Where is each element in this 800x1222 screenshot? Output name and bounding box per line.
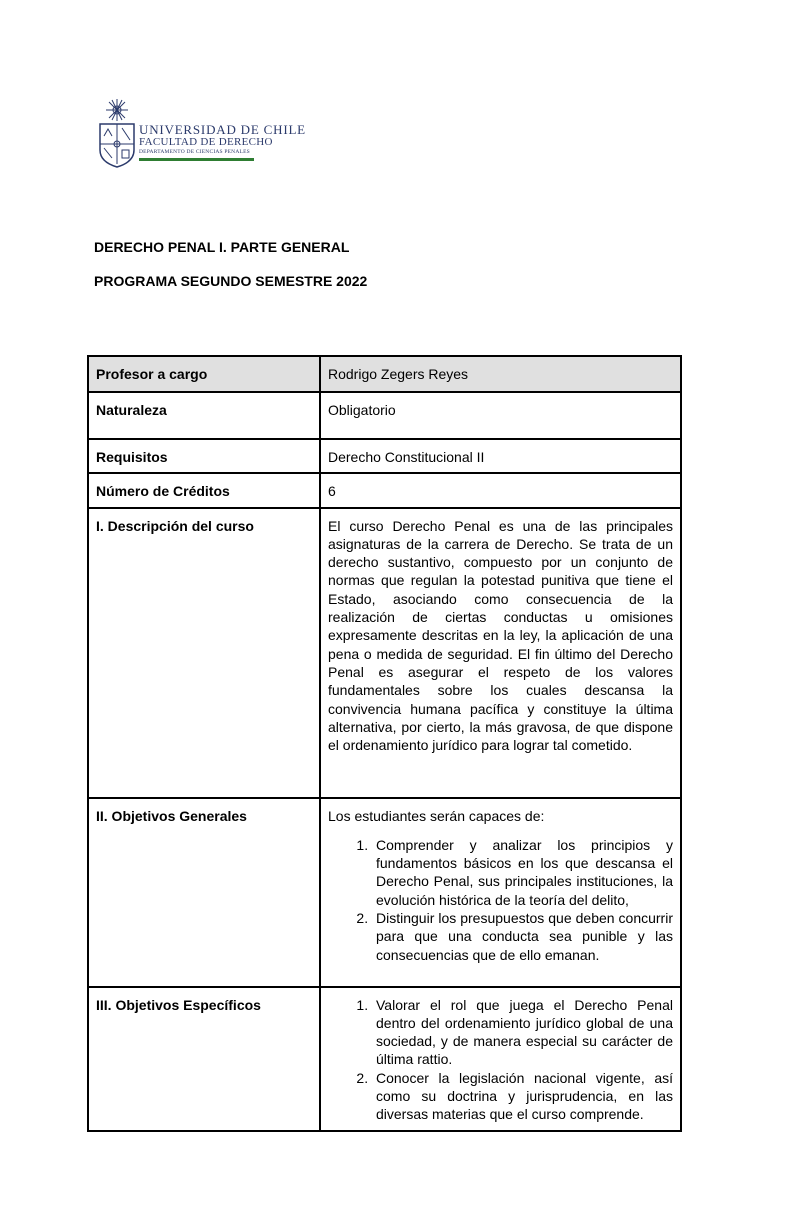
table-row [88, 473, 681, 507]
university-logo [97, 98, 306, 170]
table-row [88, 392, 681, 439]
university-name: UNIVERSIDAD DE CHILE [139, 122, 306, 137]
row-label: III. Objetivos Específicos [88, 987, 320, 1131]
general-objectives [320, 798, 681, 987]
specific-objectives-list [328, 996, 673, 1124]
row-label: Número de Créditos [88, 473, 320, 507]
document-title: DERECHO PENAL I. PARTE GENERAL [94, 239, 350, 255]
general-objectives-list [328, 836, 673, 964]
row-label: Requisitos [88, 439, 320, 473]
table-row [88, 439, 681, 473]
university-emblem-icon [97, 98, 137, 168]
course-description: El curso Derecho Penal es una de las principales asignaturas de la carrera de Derecho. Se trata de un derecho sustantivo, compuesto por un conjunto de normas que regulan la potestad punitiva que tiene el Estado, asociando como consecuencia de la realización de ciertas conductas u omisiones expresamente descritas en la ley, la aplicación de una pena o medida de seguridad. El fin último del Derecho Penal es asegurar el respeto de los valores fundamentales sobre los cuales descansa la convivencia humana pacífica y constituye la última alternativa, por cierto, la más gravosa, de que dispone el ordenamiento jurídico para lograr tal cometido. [320, 508, 681, 798]
list-item: 1. Comprender y analizar los principios y fundamentos básicos en los que descansa el Derecho Penal, sus principales instituciones, la evolución histórica de la teoría del delito, [372, 836, 673, 909]
table-row [88, 356, 681, 392]
table-row [88, 987, 681, 1131]
course-program-table [87, 355, 682, 1132]
requirements-value: Derecho Constitucional II [320, 439, 681, 473]
table-row [88, 798, 681, 987]
document-subtitle: PROGRAMA SEGUNDO SEMESTRE 2022 [94, 273, 368, 289]
general-objectives-intro: Los estudiantes serán capaces de: [328, 807, 545, 824]
row-label: I. Descripción del curso [88, 508, 320, 798]
professor-value: Rodrigo Zegers Reyes [320, 356, 681, 392]
table-row [88, 508, 681, 798]
row-label: Profesor a cargo [88, 356, 320, 392]
department-name: DEPARTAMENTO DE CIENCIAS PENALES [139, 149, 250, 155]
faculty-name: FACULTAD DE DERECHO [139, 136, 273, 148]
row-label: Naturaleza [88, 392, 320, 439]
row-label: II. Objetivos Generales [88, 798, 320, 987]
logo-accent-bar [139, 158, 254, 161]
list-item: 1. Valorar el rol que juega el Derecho Penal dentro del ordenamiento jurídico global de una sociedad, y de manera especial su carácter de última rattio. [372, 996, 673, 1069]
nature-value: Obligatorio [320, 392, 681, 439]
list-item: 2. Distinguir los presupuestos que deben concurrir para que una conducta sea punible y las consecuencias que de ello emanan. [372, 909, 673, 964]
list-item: 2. Conocer la legislación nacional vigente, así como su doctrina y jurisprudencia, en las diversas materias que el curso comprende. [372, 1069, 673, 1124]
credits-value: 6 [320, 473, 681, 507]
specific-objectives [320, 987, 681, 1131]
